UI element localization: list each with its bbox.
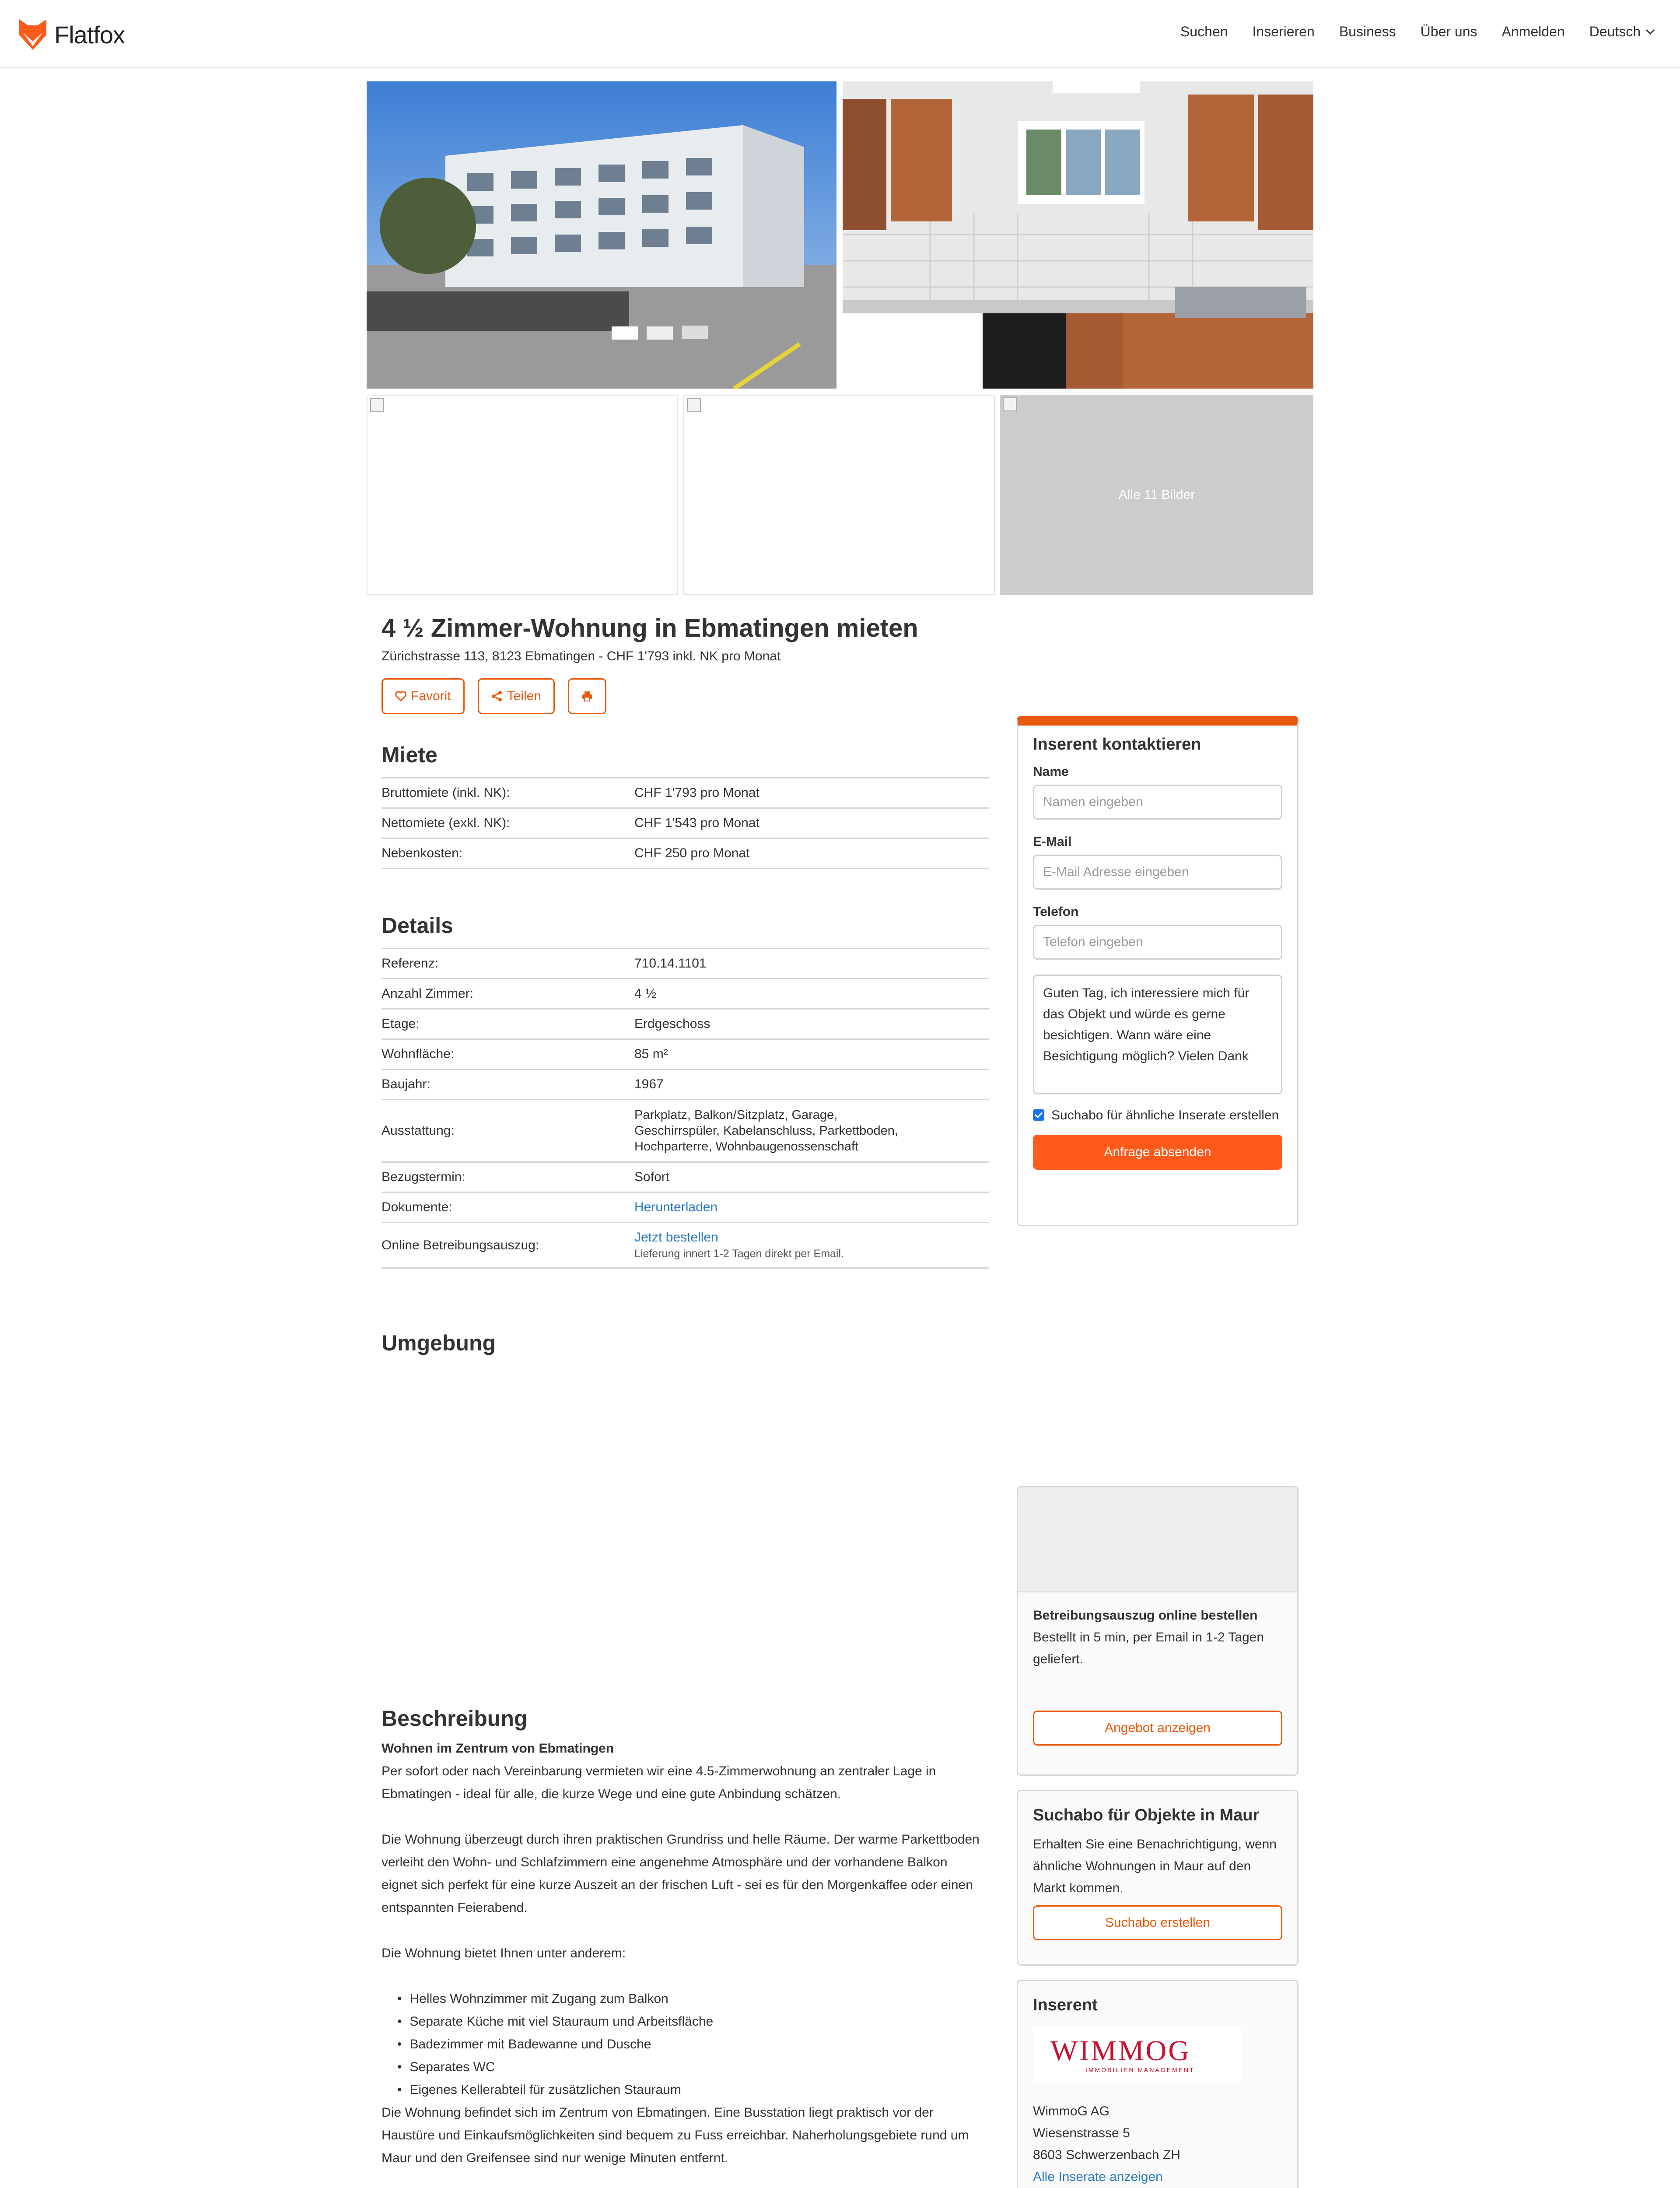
- delivery-note: Lieferung innert 1-2 Tagen direkt per Email.: [634, 1248, 844, 1260]
- fox-logo-icon: [19, 19, 46, 50]
- table-row: [382, 1039, 989, 1069]
- table-row: [382, 1192, 989, 1223]
- message-field[interactable]: Guten Tag, ich interessiere mich für das Objekt und würde es gerne besichtigen. Wann wäre eine Besichtigung möglich? Vielen Dank: [1033, 975, 1282, 1094]
- brand-name: Flatfox: [54, 21, 125, 49]
- table-row: [382, 1069, 989, 1100]
- all-photos-label: Alle 11 Bilder: [1118, 487, 1195, 502]
- order-extract-link[interactable]: Jetzt bestellen: [634, 1230, 718, 1245]
- row-label: Nettomiete (exkl. NK):: [382, 808, 634, 838]
- contact-heading: Inserent kontaktieren: [1033, 735, 1201, 754]
- description-subheading: Wohnen im Zentrum von Ebmatingen: [382, 1741, 614, 1756]
- share-label: Teilen: [507, 689, 542, 703]
- list-item: • Separate Küche mit viel Stauraum und Arbeitsfläche: [397, 2010, 984, 2033]
- list-item: • Helles Wohnzimmer mit Zugang zum Balkon: [397, 1988, 984, 2010]
- row-label: Baujahr:: [382, 1069, 634, 1100]
- nav-business[interactable]: Business: [1339, 24, 1396, 39]
- name-label: Name: [1033, 764, 1069, 779]
- photo-placeholder-3[interactable]: [367, 395, 678, 595]
- brand-logo[interactable]: [19, 19, 125, 50]
- row-label: Dokumente:: [382, 1192, 634, 1223]
- nav-anmelden[interactable]: Anmelden: [1502, 24, 1565, 39]
- photo-gallery: [367, 81, 1313, 595]
- nav-ueber-uns[interactable]: Über uns: [1420, 24, 1477, 39]
- advertiser-street: Wiesenstrasse 5: [1033, 2126, 1130, 2140]
- row-value: 4 ½: [634, 979, 989, 1009]
- advertiser-name: WimmoG AG: [1033, 2104, 1110, 2118]
- feature-list: [397, 1988, 984, 2101]
- phone-field[interactable]: Telefon eingeben: [1033, 925, 1282, 960]
- list-item: • Badezimmer mit Badewanne und Dusche: [397, 2033, 984, 2056]
- share-icon: [491, 691, 503, 702]
- search-alert-label: Suchabo für ähnliche Inserate erstellen: [1051, 1108, 1279, 1122]
- debt-extract-title: Betreibungsauszug online bestellen: [1033, 1608, 1258, 1623]
- contact-form: [1017, 716, 1298, 1226]
- debt-extract-body: [1018, 1592, 1297, 1758]
- search-alert-text: Erhalten Sie eine Benachrichtigung, wenn ähnliche Wohnungen in Maur auf den Markt kommen.: [1033, 1837, 1277, 1895]
- search-alert-card: [1017, 1790, 1298, 1966]
- rent-table: [382, 777, 989, 869]
- ad-banner: [1018, 1487, 1297, 1592]
- details-table: [382, 948, 989, 1269]
- table-row: [382, 979, 989, 1009]
- share-button[interactable]: [478, 678, 555, 714]
- row-value: Parkplatz, Balkon/Sitzplatz, Garage, Geschirrspüler, Kabelanschluss, Parkettboden, Hochparterre, Wohnbaugenossenschaft: [634, 1100, 989, 1162]
- table-row: [382, 949, 989, 979]
- nav-suchen[interactable]: Suchen: [1180, 24, 1228, 39]
- row-label: Bezugstermin:: [382, 1162, 634, 1192]
- advertiser-city: 8603 Schwerzenbach ZH: [1033, 2148, 1180, 2162]
- row-label: Nebenkosten:: [382, 838, 634, 869]
- email-field[interactable]: E-Mail Adresse eingeben: [1033, 855, 1282, 890]
- row-label: Wohnfläche:: [382, 1039, 634, 1069]
- list-item: • Eigenes Kellerabteil für zusätzlichen Stauraum: [397, 2079, 984, 2101]
- search-alert-heading: Suchabo für Objekte in Maur: [1033, 1806, 1260, 1824]
- broken-image-icon: [1003, 397, 1017, 411]
- advertiser-heading: Inserent: [1033, 1996, 1098, 2014]
- download-documents-link[interactable]: Herunterladen: [634, 1200, 718, 1214]
- site-header: [0, 0, 1680, 68]
- advertiser-logo: [1033, 2026, 1241, 2083]
- surroundings-heading: Umgebung: [382, 1331, 496, 1355]
- table-row: [382, 1100, 989, 1162]
- row-value: 710.14.1101: [634, 949, 989, 979]
- rent-heading: Miete: [382, 743, 438, 767]
- language-label: Deutsch: [1589, 24, 1641, 39]
- photo-building-exterior[interactable]: [367, 81, 836, 389]
- favorite-label: Favorit: [411, 689, 451, 703]
- table-row: [382, 1009, 989, 1039]
- all-photos-button[interactable]: [1000, 395, 1313, 595]
- chevron-down-icon: [1645, 28, 1656, 35]
- nav-inserieren[interactable]: Inserieren: [1252, 24, 1315, 39]
- phone-label: Telefon: [1033, 905, 1079, 919]
- row-value: CHF 1'793 pro Monat: [634, 778, 989, 808]
- description-paragraph: Die Wohnung überzeugt durch ihren praktischen Grundriss und helle Räume. Der warme Parkettboden verleiht den Wohn- und Schlafzimmern eine angenehme Atmosphäre und der vorhandene Balkon eignet sich perfekt für eine kurze Auszeit an der frischen Luft - sei es für den Morgenkaffee oder einen entspannten Feierabend.: [382, 1832, 980, 1915]
- description-paragraph: Die Wohnung bietet Ihnen unter anderem:: [382, 1946, 626, 1960]
- building-photo: [367, 81, 836, 389]
- row-label: Online Betreibungsauszug:: [382, 1223, 634, 1268]
- broken-image-icon: [687, 398, 701, 412]
- description-paragraph: Die Wohnung befindet sich im Zentrum von Ebmatingen. Eine Busstation liegt praktisch vor der Haustüre und Einkaufsmöglichkeiten sind bequem zu Fuss erreichbar. Naherholungsgebiete rund um Maur und den Greifensee sind nur wenige Minuten entfernt.: [382, 2105, 969, 2165]
- favorite-button[interactable]: [382, 678, 465, 714]
- details-heading: Details: [382, 913, 453, 938]
- create-search-alert-button[interactable]: Suchabo erstellen: [1033, 1905, 1282, 1940]
- description-body: [382, 1737, 984, 2188]
- table-row: [382, 838, 989, 869]
- row-value: 85 m²: [634, 1039, 989, 1069]
- listing-actions: [382, 678, 606, 714]
- details-section: [382, 913, 989, 1269]
- table-row: [382, 1223, 989, 1268]
- description-section: [382, 1706, 984, 2188]
- broken-image-icon: [370, 398, 384, 412]
- advertiser-card: [1017, 1980, 1298, 2188]
- description-paragraph: Per sofort oder nach Vereinbarung vermieten wir eine 4.5-Zimmerwohnung an zentraler Lage in Ebmatingen - ideal für alle, die kurze Wege und eine gute Anbindung schätzen.: [382, 1764, 936, 1801]
- description-heading: Beschreibung: [382, 1706, 528, 1731]
- row-label: Etage:: [382, 1009, 634, 1039]
- debt-extract-card: [1017, 1486, 1298, 1776]
- row-value: CHF 250 pro Monat: [634, 838, 989, 869]
- row-value: 1967: [634, 1069, 989, 1100]
- listing-subtitle: Zürichstrasse 113, 8123 Ebmatingen - CHF 1'793 inkl. NK pro Monat: [382, 649, 781, 663]
- row-value: Sofort: [634, 1162, 989, 1192]
- submit-inquiry-button[interactable]: Anfrage absenden: [1033, 1135, 1282, 1170]
- name-field[interactable]: Namen eingeben: [1033, 785, 1282, 820]
- heart-icon: [395, 691, 406, 701]
- rent-section: [382, 742, 989, 869]
- debt-extract-text: Bestellt in 5 min, per Email in 1-2 Tagen geliefert.: [1033, 1630, 1264, 1666]
- table-row: [382, 808, 989, 838]
- all-listings-link[interactable]: Alle Inserate anzeigen: [1033, 2170, 1163, 2184]
- search-alert-option: [1033, 1105, 1282, 1126]
- language-menu[interactable]: [1589, 24, 1656, 40]
- main-nav: [1180, 24, 1656, 40]
- email-label: E-Mail: [1033, 835, 1072, 849]
- list-item: • Separates WC: [397, 2056, 984, 2079]
- listing-header: [382, 614, 994, 664]
- row-value: CHF 1'543 pro Monat: [634, 808, 989, 838]
- show-offer-button[interactable]: Angebot anzeigen: [1033, 1711, 1282, 1746]
- print-icon: [581, 691, 593, 702]
- row-label: Referenz:: [382, 949, 634, 979]
- search-alert-checkbox[interactable]: [1033, 1109, 1044, 1121]
- photo-kitchen[interactable]: [843, 81, 1313, 389]
- row-label: Ausstattung:: [382, 1100, 634, 1162]
- kitchen-photo: [843, 81, 1313, 389]
- page-title: 4 ½ Zimmer-Wohnung in Ebmatingen mieten: [382, 614, 918, 642]
- row-label: Bruttomiete (inkl. NK):: [382, 778, 634, 808]
- row-value: Erdgeschoss: [634, 1009, 989, 1039]
- advertiser-logo-sub: IMMOBILIEN MANAGEMENT: [1085, 2066, 1195, 2073]
- photo-placeholder-4[interactable]: [683, 395, 995, 595]
- row-label: Anzahl Zimmer:: [382, 979, 634, 1009]
- advertiser-logo-text: WIMMOG: [1050, 2035, 1191, 2067]
- print-button[interactable]: [568, 678, 606, 714]
- table-row: [382, 778, 989, 808]
- table-row: [382, 1162, 989, 1192]
- surroundings-section: [382, 1330, 989, 1365]
